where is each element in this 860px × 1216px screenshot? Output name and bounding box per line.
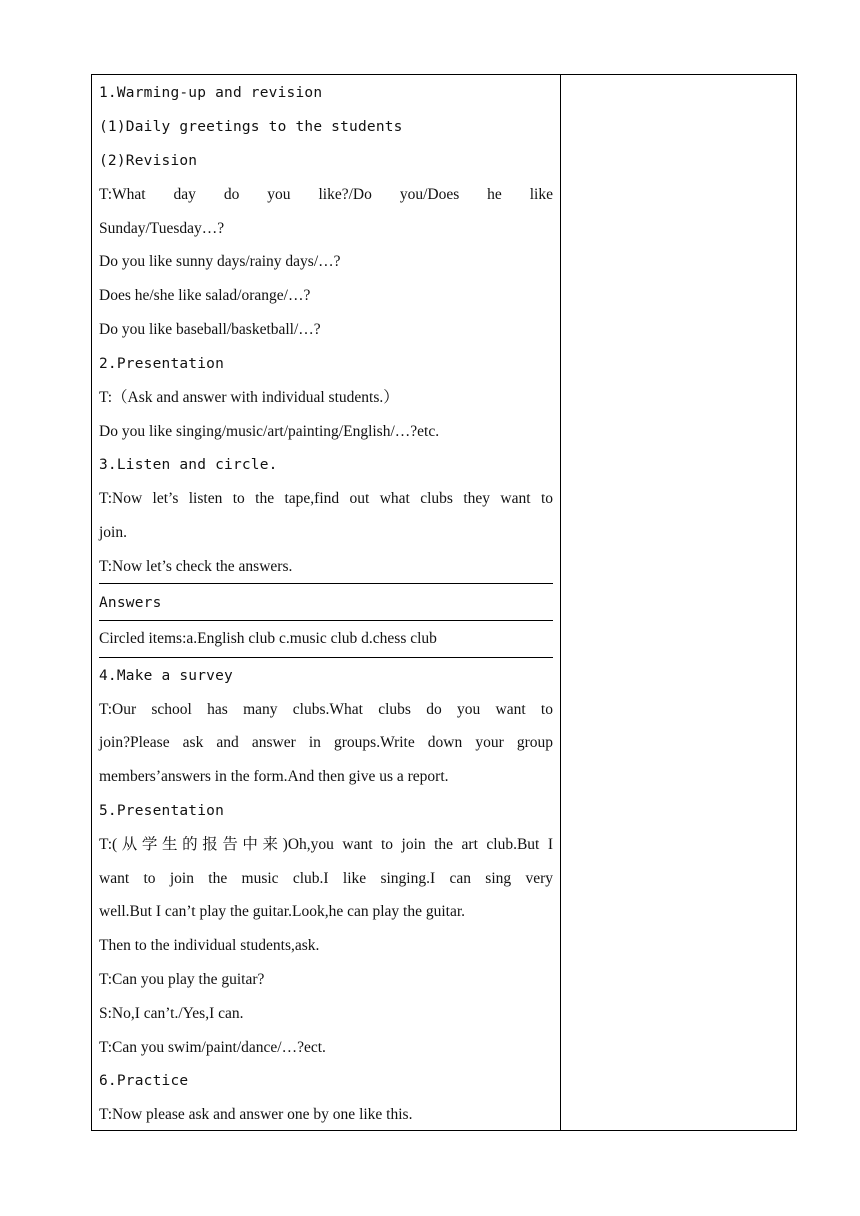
presentation-line-1: T:（Ask and answer with individual students.）: [99, 389, 399, 406]
survey-line-2: join?Please ask and answer in groups.Write down your group: [99, 734, 553, 751]
revision-line-1: T:What day do you like?/Do you/Does he like: [99, 186, 553, 203]
survey-line-3: members’answers in the form.And then give us a report.: [99, 768, 449, 785]
column-divider: [560, 75, 561, 1130]
practice-line-1: T:Now please ask and answer one by one like this.: [99, 1106, 413, 1123]
section-heading-listen: 3.Listen and circle.: [99, 457, 278, 473]
presentation2-line-6: S:No,I can’t./Yes,I can.: [99, 1005, 244, 1022]
presentation2-line-4: Then to the individual students,ask.: [99, 937, 320, 954]
presentation2-line-3: well.But I can’t play the guitar.Look,he can play the guitar.: [99, 903, 466, 920]
answers-bottom-rule: [99, 657, 553, 658]
presentation2-line-1: T:(从学生的报告中来)Oh,you want to join the art club.But I: [99, 836, 553, 853]
answers-heading: Answers: [99, 595, 162, 611]
presentation2-line-5: T:Can you play the guitar?: [99, 971, 265, 988]
section-heading-practice: 6.Practice: [99, 1073, 189, 1089]
listen-line-1: T:Now let’s listen to the tape,find out what clubs they want to: [99, 490, 553, 507]
answers-top-rule: [99, 583, 553, 584]
procedure-column: [92, 75, 560, 1130]
section-heading-presentation: 2.Presentation: [99, 356, 225, 372]
section-heading-warming-up: 1.Warming-up and revision: [99, 85, 323, 101]
section-heading-presentation-2: 5.Presentation: [99, 803, 225, 819]
revision-line-3: Do you like sunny days/rainy days/…?: [99, 253, 341, 270]
sub-heading-revision: (2)Revision: [99, 153, 198, 169]
sub-heading-greetings: (1)Daily greetings to the students: [99, 119, 403, 135]
listen-line-3: T:Now let’s check the answers.: [99, 558, 293, 575]
presentation-line-2: Do you like singing/music/art/painting/English/…?etc.: [99, 423, 440, 440]
presentation2-line-2: want to join the music club.I like singing.I can sing very: [99, 870, 553, 887]
revision-line-4: Does he/she like salad/orange/…?: [99, 287, 311, 304]
presentation2-line-7: T:Can you swim/paint/dance/…?ect.: [99, 1039, 326, 1056]
answers-text: Circled items:a.English club c.music club d.chess club: [99, 630, 437, 647]
lesson-plan-table: [91, 74, 797, 1131]
revision-line-2: Sunday/Tuesday…?: [99, 220, 225, 237]
listen-line-2: join.: [99, 524, 127, 541]
survey-line-1: T:Our school has many clubs.What clubs do you want to: [99, 701, 553, 718]
answers-middle-rule: [99, 620, 553, 621]
section-heading-survey: 4.Make a survey: [99, 668, 233, 684]
revision-line-5: Do you like baseball/basketball/…?: [99, 321, 321, 338]
